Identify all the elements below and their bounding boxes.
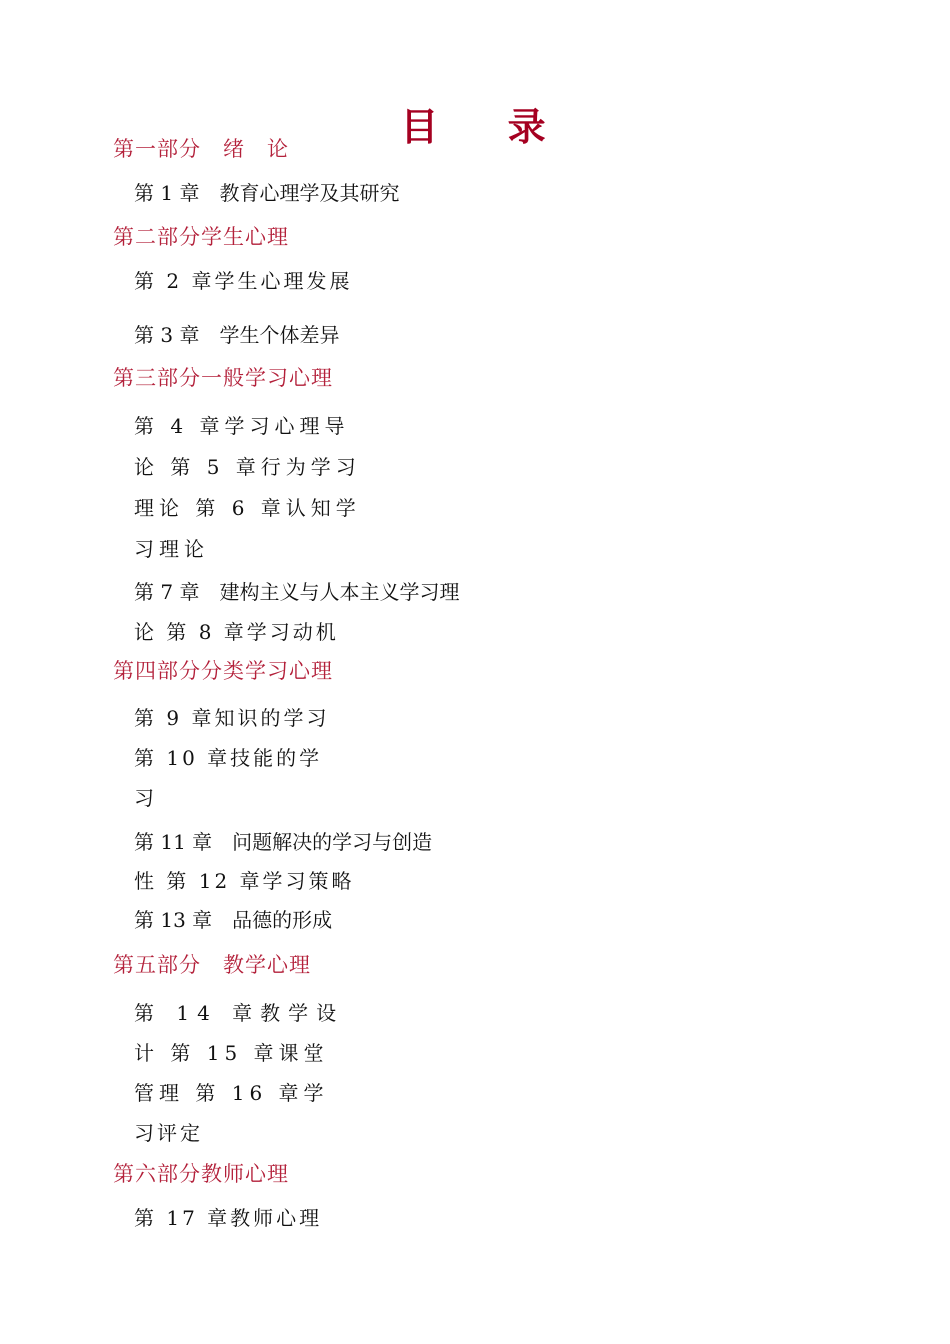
- part-heading-3: 第三部分一般学习心理: [113, 366, 333, 390]
- chapter-entry-14: 第 14 章教学设: [134, 1001, 345, 1025]
- chapter-entry-3: 第 3 章 学生个体差异: [134, 323, 340, 347]
- chapter-entry-11: 第 11 章 问题解决的学习与创造: [134, 830, 433, 854]
- part-heading-2: 第二部分学生心理: [113, 225, 289, 249]
- chapter-entry-10: 第 10 章技能的学: [134, 746, 323, 770]
- page-title: 目 录: [400, 105, 574, 149]
- chapter-entry-15: 计 第 15 章课堂: [134, 1041, 329, 1065]
- chapter-entry-4: 第 4 章学习心理导: [134, 414, 350, 438]
- chapter-entry-10-cont: 习: [134, 786, 154, 810]
- chapter-entry-17: 第 17 章教师心理: [134, 1206, 323, 1230]
- chapter-entry-13: 第 13 章 品德的形成: [134, 908, 333, 932]
- chapter-entry-7: 第 7 章 建构主义与人本主义学习理: [134, 580, 460, 604]
- chapter-entry-12: 性 第 12 章学习策略: [134, 869, 355, 893]
- part-heading-4: 第四部分分类学习心理: [113, 659, 333, 683]
- chapter-entry-6: 理论 第 6 章认知学: [134, 496, 361, 520]
- chapter-entry-16: 管理 第 16 章学: [134, 1081, 329, 1105]
- chapter-entry-6-cont: 习理论: [134, 537, 209, 561]
- part-heading-1: 第一部分 绪 论: [113, 137, 289, 161]
- chapter-entry-16-cont: 习评定: [134, 1121, 203, 1145]
- part-heading-6: 第六部分教师心理: [113, 1162, 289, 1186]
- part-heading-5: 第五部分 教学心理: [113, 953, 311, 977]
- chapter-entry-8: 论 第 8 章学习动机: [134, 620, 339, 644]
- chapter-entry-2: 第 2 章学生心理发展: [134, 269, 353, 293]
- chapter-entry-1: 第 1 章 教育心理学及其研究: [134, 181, 400, 205]
- chapter-entry-5: 论 第 5 章行为学习: [134, 455, 361, 479]
- chapter-entry-9: 第 9 章知识的学习: [134, 706, 330, 730]
